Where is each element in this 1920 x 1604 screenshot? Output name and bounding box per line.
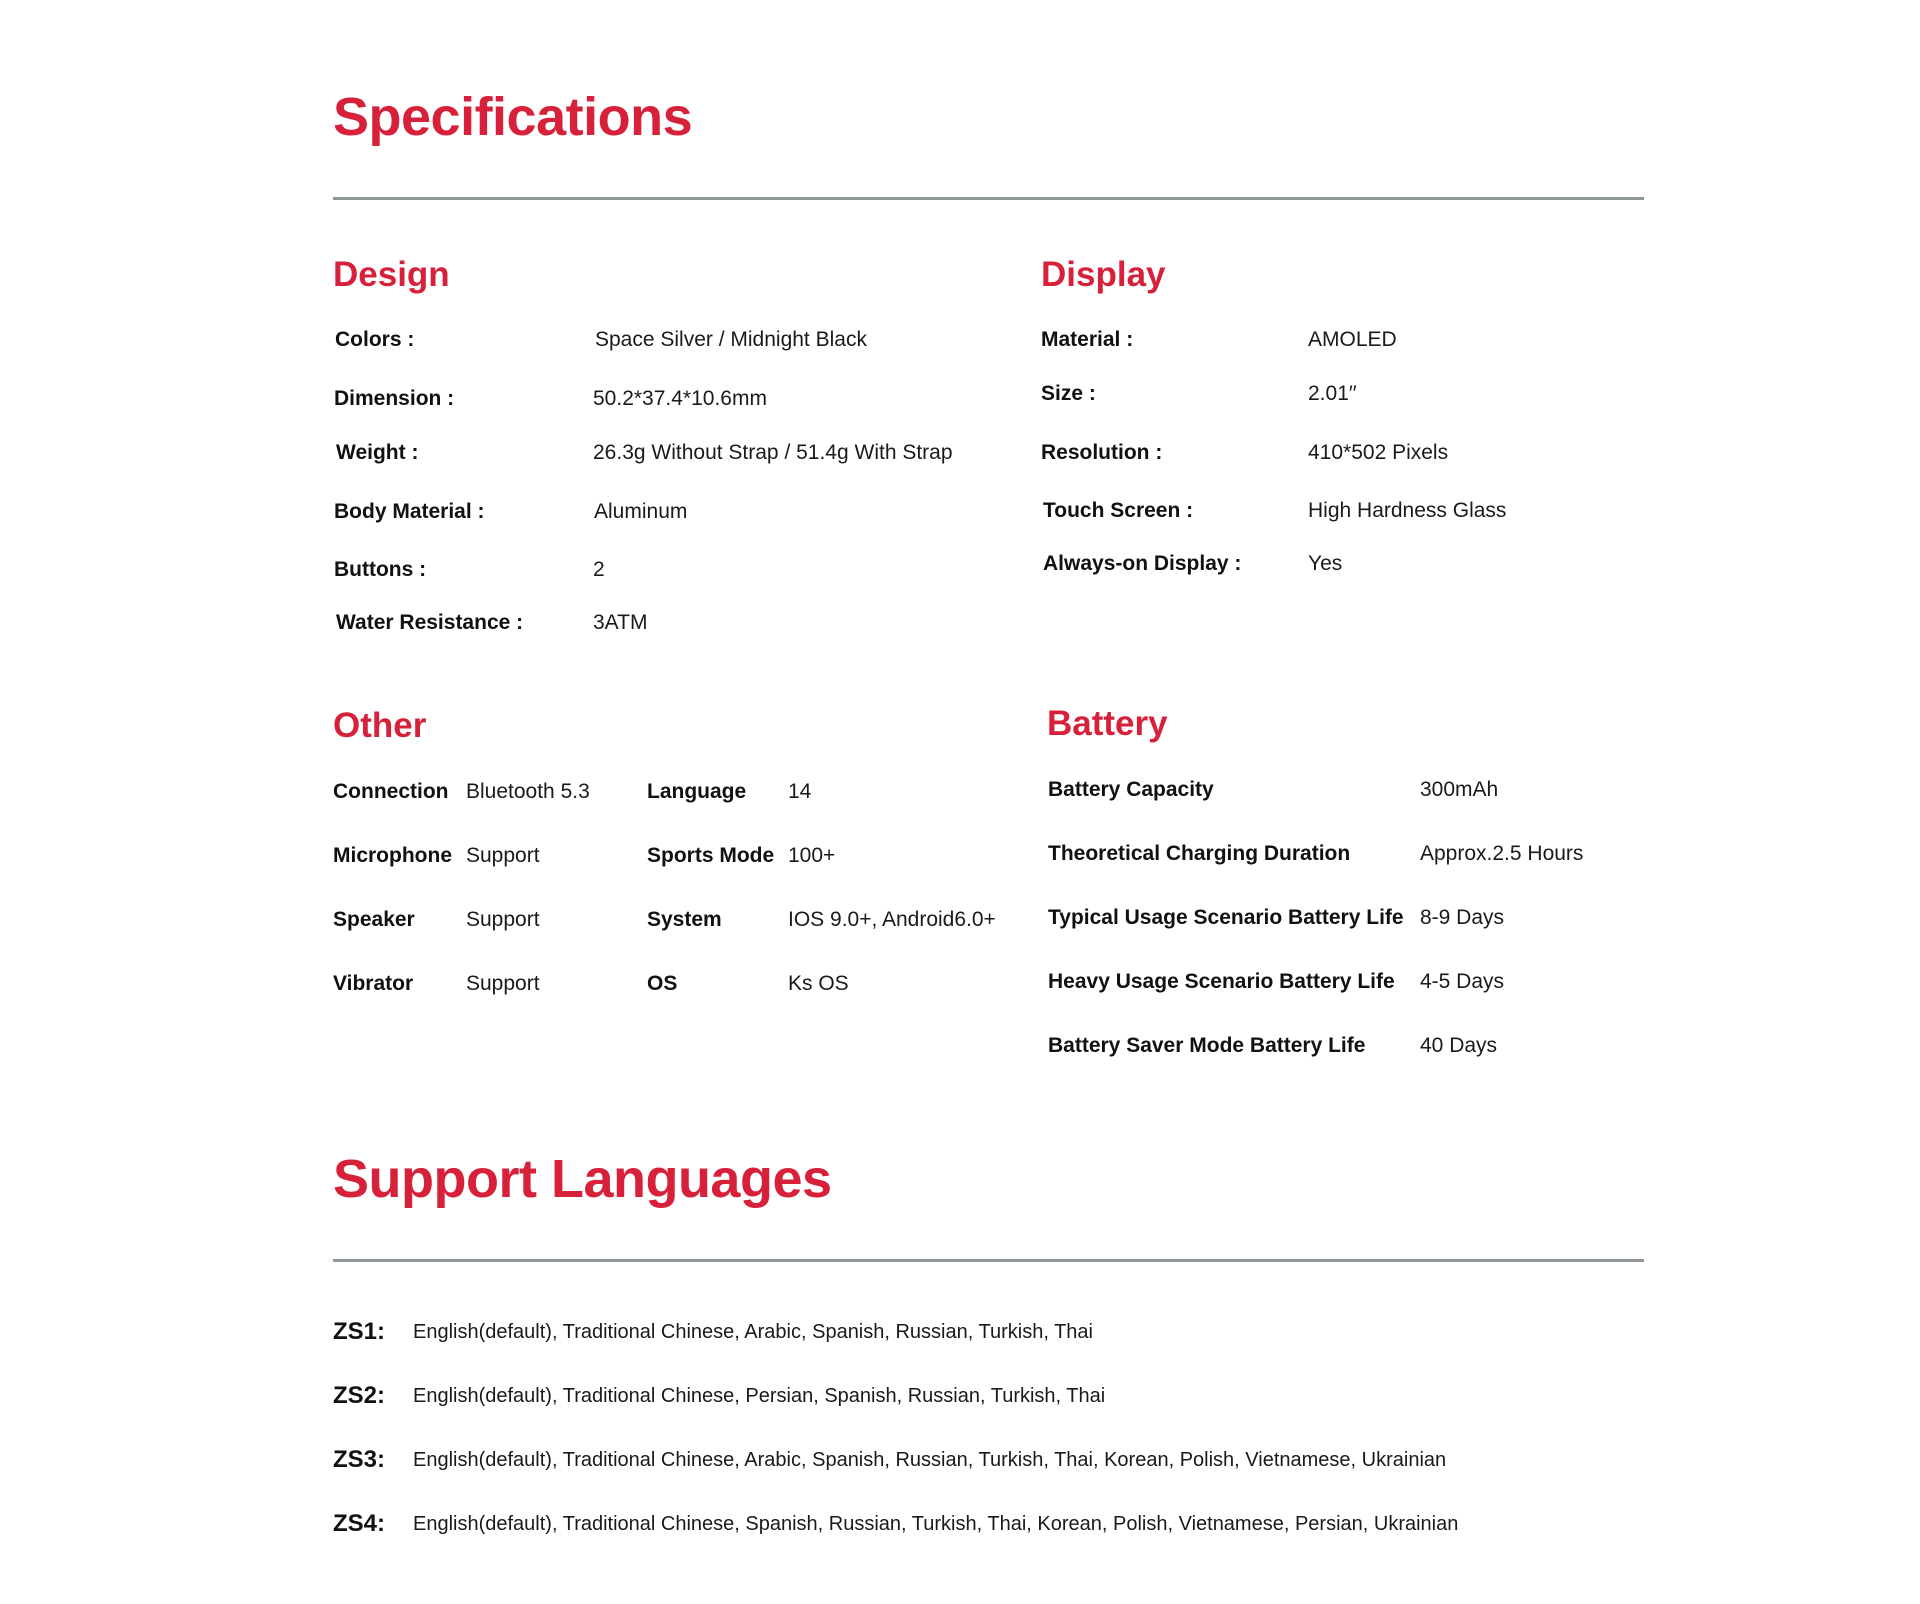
design-value-water-resistance: 3ATM xyxy=(593,611,648,634)
other-label-sports-mode: Sports Mode xyxy=(647,844,775,867)
other-label-connection: Connection xyxy=(333,780,449,803)
other-value-connection: Bluetooth 5.3 xyxy=(466,780,590,803)
language-row-value-zs1: English(default), Traditional Chinese, Arabic, Spanish, Russian, Turkish, Thai xyxy=(413,1321,1093,1343)
design-value-body-material: Aluminum xyxy=(594,500,688,523)
other-label-speaker: Speaker xyxy=(333,908,415,931)
design-label-buttons: Buttons : xyxy=(334,558,427,581)
design-label-dimension: Dimension : xyxy=(334,387,455,410)
design-label-colors: Colors : xyxy=(335,328,415,351)
display-value-resolution: 410*502 Pixels xyxy=(1308,441,1449,464)
language-row-label-zs2: ZS2: xyxy=(333,1382,386,1409)
language-row-label-zs1: ZS1: xyxy=(333,1318,386,1345)
display-heading: Display xyxy=(1041,255,1166,294)
languages-title: Support Languages xyxy=(333,1149,832,1209)
battery-value-charging-duration: Approx.2.5 Hours xyxy=(1420,842,1584,865)
display-value-size: 2.01′′ xyxy=(1308,382,1357,405)
other-label-language: Language xyxy=(647,780,747,803)
other-value-vibrator: Support xyxy=(466,972,540,995)
battery-label-heavy-usage: Heavy Usage Scenario Battery Life xyxy=(1048,970,1395,993)
language-row-value-zs3: English(default), Traditional Chinese, Arabic, Spanish, Russian, Turkish, Thai, Korean, Polish, Vietnamese, Ukrainian xyxy=(413,1449,1447,1471)
battery-label-typical-usage: Typical Usage Scenario Battery Life xyxy=(1048,906,1404,929)
design-label-weight: Weight : xyxy=(336,441,419,464)
other-value-system: IOS 9.0+, Android6.0+ xyxy=(788,908,996,931)
design-heading: Design xyxy=(333,255,450,294)
design-value-colors: Space Silver / Midnight Black xyxy=(595,328,867,351)
other-heading: Other xyxy=(333,706,427,745)
display-value-always-on: Yes xyxy=(1308,552,1343,575)
page-title: Specifications xyxy=(333,87,693,147)
display-label-resolution: Resolution : xyxy=(1041,441,1163,464)
other-value-os: Ks OS xyxy=(788,972,849,995)
display-label-always-on: Always-on Display : xyxy=(1043,552,1242,575)
display-label-material: Material : xyxy=(1041,328,1134,351)
display-label-size: Size : xyxy=(1041,382,1096,405)
other-label-microphone: Microphone xyxy=(333,844,452,867)
language-row-value-zs2: English(default), Traditional Chinese, Persian, Spanish, Russian, Turkish, Thai xyxy=(413,1385,1106,1407)
other-value-speaker: Support xyxy=(466,908,540,931)
language-row-label-zs3: ZS3: xyxy=(333,1446,386,1473)
battery-value-capacity: 300mAh xyxy=(1420,778,1499,801)
language-row-label-zs4: ZS4: xyxy=(333,1510,386,1537)
languages-divider xyxy=(333,1259,1644,1262)
display-value-touch-screen: High Hardness Glass xyxy=(1308,499,1507,522)
battery-label-charging-duration: Theoretical Charging Duration xyxy=(1048,842,1351,865)
battery-value-typical-usage: 8-9 Days xyxy=(1420,906,1505,929)
battery-value-saver-mode: 40 Days xyxy=(1420,1034,1498,1057)
design-value-buttons: 2 xyxy=(593,558,605,581)
battery-heading: Battery xyxy=(1047,704,1168,743)
other-label-vibrator: Vibrator xyxy=(333,972,414,995)
battery-label-capacity: Battery Capacity xyxy=(1048,778,1214,801)
other-value-language: 14 xyxy=(788,780,812,803)
other-label-os: OS xyxy=(647,972,678,995)
display-label-touch-screen: Touch Screen : xyxy=(1043,499,1194,522)
language-row-value-zs4: English(default), Traditional Chinese, Spanish, Russian, Turkish, Thai, Korean, Polish, Vietnamese, Persian, Ukrainian xyxy=(413,1513,1459,1535)
other-value-microphone: Support xyxy=(466,844,540,867)
display-value-material: AMOLED xyxy=(1308,328,1397,351)
title-divider xyxy=(333,197,1644,200)
other-value-sports-mode: 100+ xyxy=(788,844,836,867)
design-label-water-resistance: Water Resistance : xyxy=(336,611,524,634)
other-label-system: System xyxy=(647,908,722,931)
design-label-body-material: Body Material : xyxy=(334,500,485,523)
design-value-weight: 26.3g Without Strap / 51.4g With Strap xyxy=(593,441,953,464)
battery-value-heavy-usage: 4-5 Days xyxy=(1420,970,1505,993)
battery-label-saver-mode: Battery Saver Mode Battery Life xyxy=(1048,1034,1366,1057)
design-value-dimension: 50.2*37.4*10.6mm xyxy=(593,387,767,410)
